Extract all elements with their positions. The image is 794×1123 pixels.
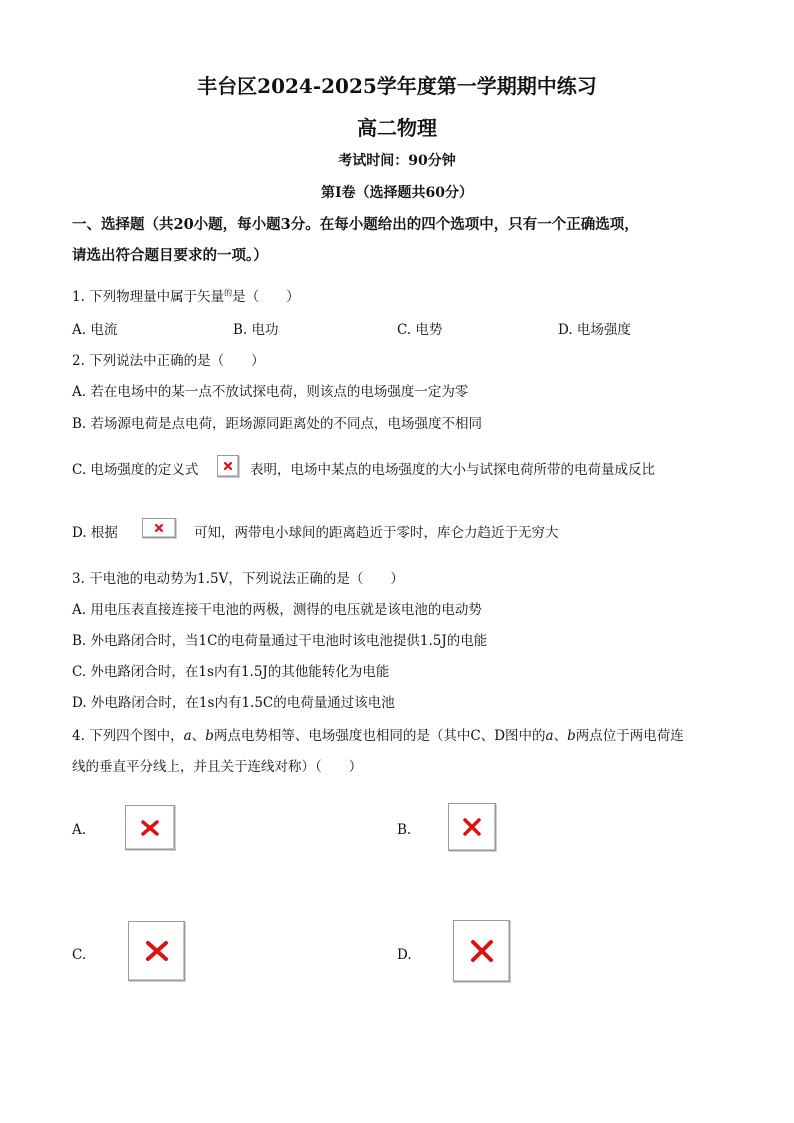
q4-var-b-2: b	[567, 728, 576, 744]
section-instructions-line2: 请选出符合题目要求的一项。）	[72, 247, 268, 264]
q1-option-c: C. 电势	[397, 322, 443, 338]
q2-option-d-post: 可知，两带电小球间的距离趋近于零时，库仑力趋近于无穷大	[194, 525, 559, 541]
q3-option-d: D. 外电路闭合时，在1s内有1.5C的电荷量通过该电池	[72, 695, 395, 711]
q1-stem-end: 是（ ）	[232, 289, 300, 305]
q4-stem-part1: 4. 下列四个图中，	[72, 728, 184, 744]
q4-option-a-label: A.	[72, 822, 87, 838]
q2-option-b: B. 若场源电荷是点电荷，距场源同距离处的不同点，电场强度不相同	[72, 416, 483, 432]
page-title: 丰台区2024-2025学年度第一学期期中练习	[197, 74, 597, 98]
section-instructions-line1: 一、选择题（共20小题，每小题3分。在每小题给出的四个选项中，只有一个正确选项，	[72, 216, 639, 233]
q2-option-d-pre: D. 根据	[72, 525, 118, 541]
exam-time: 考试时间：90分钟	[338, 153, 456, 169]
volume-heading: 第I卷（选择题共60分）	[320, 185, 474, 201]
q2-option-a: A. 若在电场中的某一点不放试探电荷，则该点的电场强度一定为零	[72, 384, 469, 400]
q3-stem: 3. 干电池的电动势为1.5V，下列说法正确的是（ ）	[72, 571, 404, 587]
formula-image-broken-icon	[217, 455, 239, 477]
q1-option-d: D. 电场强度	[558, 322, 631, 338]
q4-sep: 、	[191, 728, 206, 744]
q4-stem-part3: 两点位于两电荷连	[575, 728, 684, 744]
q2-option-c-post: 表明，电场中某点的电场强度的大小与试探电荷所带的电荷量成反比	[250, 462, 655, 478]
q3-option-b: B. 外电路闭合时，当1C的电荷量通过干电池时该电池提供1.5J的电能	[72, 633, 488, 649]
q4-var-a-2: a	[545, 728, 554, 744]
q1-option-a: A. 电流	[72, 322, 118, 338]
figure-a-broken-image-icon	[125, 805, 175, 850]
q3-option-a: A. 用电压表直接连接干电池的两极，测得的电压就是该电池的电动势	[72, 602, 482, 618]
q1-stem	[72, 285, 300, 305]
q1-stem-text: 1. 下列物理量中属于矢量	[72, 289, 225, 305]
q4-stem	[72, 724, 684, 744]
formula-image-broken-icon	[142, 518, 176, 538]
figure-b-broken-image-icon	[448, 803, 496, 851]
q4-stem-line2: 线的垂直平分线上，并且关于连线对称）（ ）	[72, 759, 363, 775]
q4-option-d-label: D.	[397, 947, 412, 963]
q4-var-b: b	[205, 728, 214, 744]
q4-stem-part2: 两点电势相等、电场强度也相同的是（其中C、D图中的	[213, 728, 546, 744]
q3-option-c: C. 外电路闭合时，在1s内有1.5J的其他能转化为电能	[72, 664, 390, 680]
figure-d-broken-image-icon	[453, 920, 510, 982]
q4-var-a: a	[183, 728, 192, 744]
q4-option-c-label: C.	[72, 947, 87, 963]
q2-stem: 2. 下列说法中正确的是（ ）	[72, 353, 265, 369]
q1-stem-sup: 的	[224, 288, 233, 298]
q4-sep-2: 、	[553, 728, 568, 744]
q2-option-c-pre: C. 电场强度的定义式	[72, 462, 199, 478]
figure-c-broken-image-icon	[128, 921, 185, 981]
q1-option-b: B. 电功	[233, 322, 279, 338]
subject-title: 高二物理	[357, 116, 437, 140]
q4-option-b-label: B.	[397, 822, 412, 838]
